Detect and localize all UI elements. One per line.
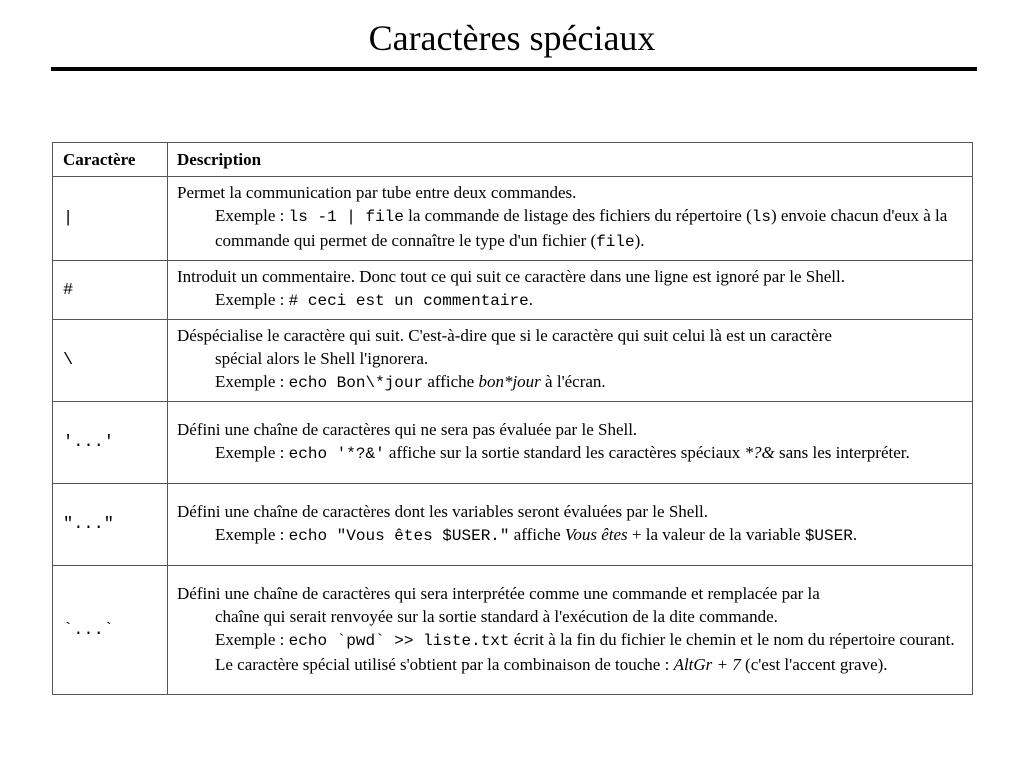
description-text: Déspécialise le caractère qui suit. C'est-à-dire que si le caractère qui suit celui là est un caractère: [177, 326, 832, 345]
example-code: ls: [751, 208, 771, 226]
example-italic: Vous êtes: [564, 524, 628, 544]
example-code: echo `pwd` >> liste.txt: [288, 632, 510, 650]
example-code: echo Bon\*jour: [288, 374, 424, 392]
example-code: file: [596, 233, 635, 251]
example-label: Exemple :: [215, 206, 289, 225]
example-line: [177, 441, 960, 466]
example-text: affiche: [423, 372, 479, 391]
example-text: .: [528, 290, 533, 309]
example-line: [177, 628, 960, 676]
example-text: affiche sur la sortie standard les caractères spéciaux: [384, 442, 745, 462]
example-line: [177, 288, 960, 313]
description-text: Défini une chaîne de caractères qui sera interprétée comme une commande et remplacée par la: [177, 584, 820, 603]
description-cell: [168, 402, 973, 484]
example-code: ls -1 | file: [288, 208, 404, 226]
description-text: Introduit un commentaire. Donc tout ce qui suit ce caractère dans une ligne est ignoré par le Shell.: [177, 267, 845, 286]
example-line: [177, 370, 960, 395]
column-header-description: Description: [168, 143, 973, 177]
example-text: sans les interpréter.: [774, 442, 910, 462]
example-text: ) envoie chacun d'eux à la commande qui permet de connaître le type d'un fichier (: [215, 206, 948, 250]
table-row: [53, 261, 973, 320]
example-italic: *?&: [744, 442, 775, 462]
description-cell: [168, 261, 973, 320]
example-text: .: [852, 524, 858, 544]
character-cell: `...`: [53, 566, 168, 695]
example-code: # ceci est un commentaire: [288, 292, 529, 310]
example-code: echo '*?&': [288, 444, 385, 463]
character-cell: \: [53, 320, 168, 402]
table-row: [53, 484, 973, 566]
example-italic: bon*jour: [478, 372, 541, 391]
example-text: (c'est l'accent grave).: [740, 655, 888, 674]
example-code: echo "Vous êtes $USER.": [288, 526, 510, 545]
example-line: [177, 204, 960, 254]
description-text: Défini une chaîne de caractères qui ne sera pas évaluée par le Shell.: [177, 419, 638, 439]
example-italic: AltGr + 7: [673, 655, 741, 674]
title-underline: [51, 67, 977, 71]
character-cell: |: [53, 177, 168, 261]
character-cell: "...": [53, 484, 168, 566]
description-text: Défini une chaîne de caractères dont les variables seront évaluées par le Shell.: [177, 501, 709, 521]
column-header-character: Caractère: [53, 143, 168, 177]
description-text: Permet la communication par tube entre deux commandes.: [177, 183, 577, 202]
example-label: Exemple :: [215, 290, 289, 309]
example-text: la commande de listage des fichiers du répertoire (: [403, 206, 752, 225]
example-text: écrit à la fin du fichier le chemin et le nom du répertoire courant. Le caractère spécial utilisé s'obtient par la combinaison de touche :: [215, 630, 955, 674]
example-label: Exemple :: [215, 524, 289, 544]
description-continuation: chaîne qui serait renvoyée sur la sortie standard à l'exécution de la dite commande.: [215, 607, 778, 626]
example-text: à l'écran.: [540, 372, 606, 391]
table-row: [53, 320, 973, 402]
table-row: [53, 402, 973, 484]
table-row: [53, 566, 973, 695]
description-continuation: spécial alors le Shell l'ignorera.: [215, 349, 429, 368]
example-label: Exemple :: [215, 372, 289, 391]
example-label: Exemple :: [215, 630, 289, 649]
example-text: ).: [634, 231, 645, 250]
character-cell: '...': [53, 402, 168, 484]
description-cell: [168, 177, 973, 261]
example-line: [177, 523, 960, 548]
example-text: affiche: [509, 524, 565, 544]
table-header-row: [53, 143, 973, 177]
example-label: Exemple :: [215, 442, 289, 462]
table-row: [53, 177, 973, 261]
page-title: Caractères spéciaux: [368, 18, 656, 58]
character-cell: #: [53, 261, 168, 320]
description-cell: [168, 484, 973, 566]
example-code: $USER: [804, 526, 853, 545]
special-characters-table: [52, 142, 973, 695]
example-text: + la valeur de la variable: [627, 524, 805, 544]
description-cell: [168, 320, 973, 402]
description-cell: [168, 566, 973, 695]
